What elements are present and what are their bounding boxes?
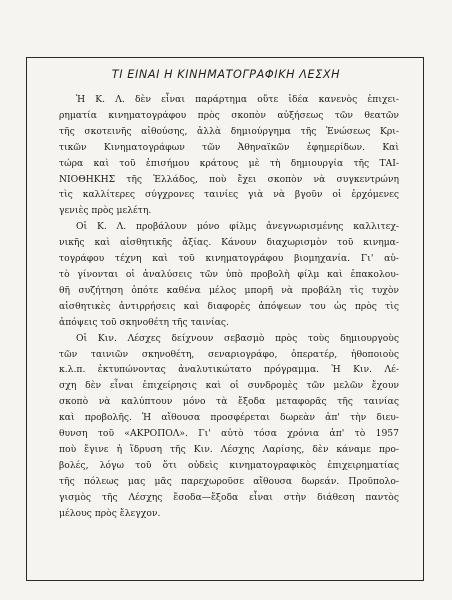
text-line: ρηματία κινηματογράφου πρὸς σκοπὸν αὐξήσεως τῶν θεατῶν [59, 109, 399, 121]
text-line: αἰσθητικὲς ἀντιρρήσεις καὶ διαφορὲς ἀπόψεων του ὡς πρὸς τὶς [59, 300, 399, 312]
text-line: τὸ γίνονται οἱ ἀναλύσεις τῶν ὑπὸ προβολὴ φίλμ καὶ ἐπακολου- [59, 268, 399, 280]
text-line: τὶς καλλίτερες σύγχρονες ταινίες γιὰ νὰ βγοῦν οἱ ἐρχόμενες [59, 189, 399, 201]
body-text [59, 92, 399, 521]
text-line: τικῶν Κινηματογράφων τῶν Ἀθηναϊκῶν ἐφημερίδων. Καὶ [59, 141, 399, 153]
text-line: τῆς σκοτεινῆς αἰθούσης, ἀλλὰ δημιούργημα τῆς Ἑνώσεως Κρι- [59, 125, 399, 137]
text-line: Οἱ Κ. Λ. προβάλουν μόνο φίλμς ἀνεγνωρισμένης καλλιτεχ- [76, 221, 399, 233]
text-line: ποὺ ἔγινε ἡ ἵδρυση τῆς Κιν. Λέσχης Λαρίσης, δὲν κάναμε προ- [59, 443, 399, 455]
text-line: μέλους πρὸς ἔλεγχον. [59, 507, 161, 519]
text-line: θυνση τοῦ «ΑΚΡΟΠΟΛ». Γι' αὐτὸ τόσα χρόνια ἀπ' τὸ 1957 [59, 428, 399, 440]
text-line: τῶν ταινιῶν σκηνοθέτη, σεναριογράφο, ὀπερατέρ, ἠθοποιοὺς [59, 348, 399, 360]
text-line: Ἡ Κ. Λ. δὲν εἶναι παράρτημα οὔτε ἰδέα κανενὸς ἐπιχει- [76, 94, 399, 105]
text-line: τῆς πόλεως μας μᾶς παρεχωροῦσε αἴθουσα δωρεάν. Προϋπολο- [59, 475, 399, 487]
text-line: σκοπὸ νὰ καλύπτουν μόνο τὰ ἔξοδα μεταφορᾶς τῆς ταινίας [59, 396, 399, 408]
text-line: κ.λ.π. ἐκτυπώνοντας ἀναλυτικώτατο πρόγραμμα. Ἡ Κιν. Λέ- [59, 364, 399, 376]
text-line: νικῆς καὶ αἰσθητικῆς ἀξίας. Κάνουν διαχωρισμὸν τοῦ κινημα- [59, 237, 399, 249]
text-line: γισμὸς τῆς Λέσχης ἔσοδα—ἔξοδα εἶναι στὴν διάθεση παντὸς [59, 491, 399, 503]
text-line: ἀπόψεις τοῦ σκηνοθέτη τῆς ταινίας. [59, 316, 229, 328]
page-title: ΤΙ ΕΙΝΑΙ Η ΚΙΝΗΜΑΤΟΓΡΑΦΙΚΗ ΛΕΣΧΗ [111, 68, 341, 81]
text-line: βολές, λόγω τοῦ ὅτι οὐδεὶς κινηματογραφικὸς ἐπιχειρηματίας [59, 459, 399, 471]
text-line: ΝΙΟΘΗΚΗΣ τῆς Ἑλλάδος, ποὺ ἔχει σκοπὸν νὰ συγκεντρώνη [59, 173, 399, 185]
text-line: τώρα καὶ τοῦ ἐπισήμου κράτους μὲ τὴ δημιουργία τῆς ΤΑΙ- [59, 157, 399, 169]
text-line: σχη δὲν εἶναι ἐπιχείρησις καὶ οἱ συνδρομὲς τῶν μελῶν ἔχουν [59, 380, 399, 392]
text-line: Οἱ Κιν. Λέσχες δείχνουν σεβασμὸ πρὸς τοὺς δημιουργοὺς [76, 332, 399, 344]
text-line: γενιὲς πρὸς μελέτη. [59, 205, 152, 217]
text-line: καὶ προβολῆς. Ἡ αἴθουσα προσφέρεται δωρεὰν ἀπ' τὴν διευ- [59, 412, 399, 424]
text-line: θῆ συζήτηση ὁπότε καθένα μέλος μπορῆ νὰ προβάλη τὶς τυχὸν [59, 284, 399, 296]
text-line: τογράφου τέχνη καὶ τοῦ κινηματογράφου βιομηχανία. Γι' αὐ- [59, 253, 399, 265]
